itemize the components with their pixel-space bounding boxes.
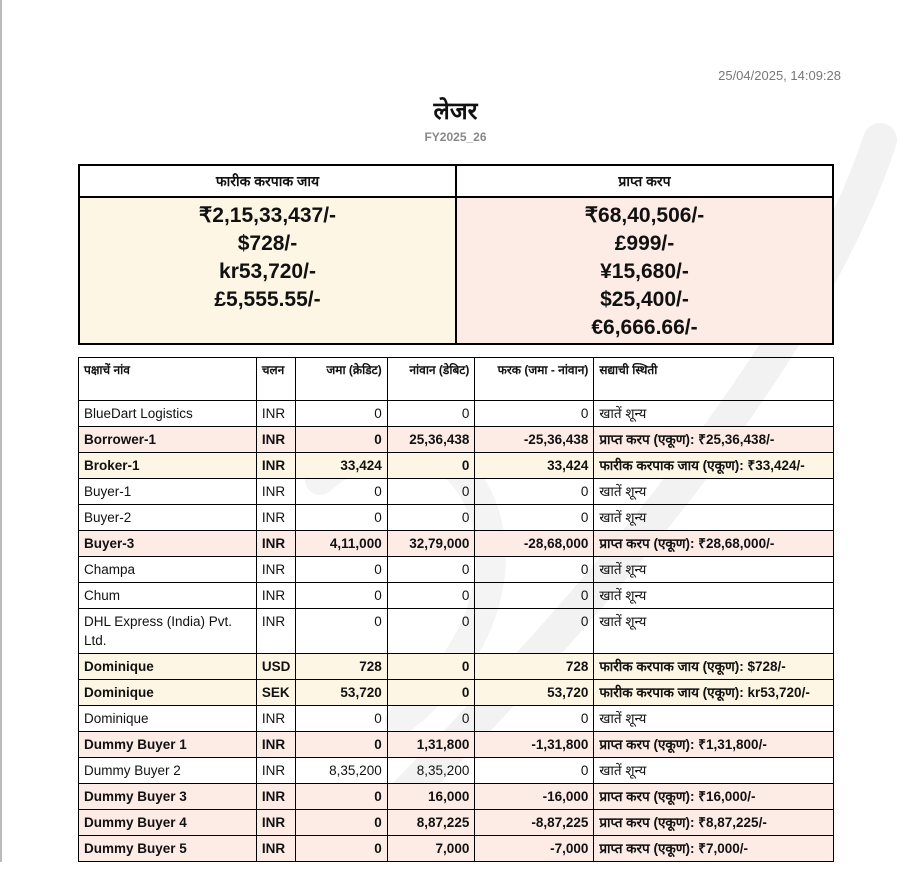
receivable-totals (456, 197, 833, 344)
cell-name: Dummy Buyer 1 (79, 732, 257, 758)
cell-cur: INR (256, 609, 296, 654)
cell-debit: 7,000 (387, 836, 475, 862)
cell-cur: INR (256, 732, 296, 758)
cell-status: खातें शून्य (594, 706, 834, 732)
cell-debit: 25,36,438 (387, 427, 475, 453)
receivable-total: €6,666.66/- (591, 316, 698, 339)
table-row (79, 505, 834, 531)
cell-diff: 0 (475, 609, 594, 654)
cell-cur: USD (256, 654, 296, 680)
payable-totals (79, 197, 456, 344)
cell-name: Broker-1 (79, 453, 257, 479)
table-row (79, 453, 834, 479)
cell-credit: 0 (296, 706, 387, 732)
cell-debit: 8,35,200 (387, 758, 475, 784)
cell-diff: 0 (475, 479, 594, 505)
column-header: नांवान (डेबिट) (387, 358, 475, 401)
receivable-header: प्राप्त करप (456, 165, 833, 197)
summary-table (78, 164, 834, 345)
cell-credit: 0 (296, 583, 387, 609)
cell-status: प्राप्त करप (एकूण): ₹7,000/- (594, 836, 834, 862)
cell-credit: 728 (296, 654, 387, 680)
table-row (79, 609, 834, 654)
cell-name: Dummy Buyer 4 (79, 810, 257, 836)
cell-cur: INR (256, 557, 296, 583)
cell-debit: 32,79,000 (387, 531, 475, 557)
cell-name: Chum (79, 583, 257, 609)
cell-credit: 53,720 (296, 680, 387, 706)
cell-credit: 0 (296, 427, 387, 453)
cell-debit: 0 (387, 583, 475, 609)
table-row (79, 479, 834, 505)
cell-status: फारीक करपाक जाय (एकूण): kr53,720/- (594, 680, 834, 706)
cell-status: प्राप्त करप (एकूण): ₹1,31,800/- (594, 732, 834, 758)
cell-status: खातें शून्य (594, 583, 834, 609)
cell-diff: -7,000 (475, 836, 594, 862)
cell-name: Champa (79, 557, 257, 583)
cell-name: Buyer-2 (79, 505, 257, 531)
cell-cur: INR (256, 784, 296, 810)
cell-debit: 0 (387, 557, 475, 583)
receivable-total: ¥15,680/- (600, 260, 689, 283)
receivable-total: ₹68,40,506/- (584, 204, 705, 227)
table-row (79, 680, 834, 706)
cell-credit: 0 (296, 609, 387, 654)
cell-status: खातें शून्य (594, 557, 834, 583)
cell-cur: INR (256, 758, 296, 784)
cell-name: Borrower-1 (79, 427, 257, 453)
cell-diff: -28,68,000 (475, 531, 594, 557)
cell-diff: 0 (475, 557, 594, 583)
cell-diff: 0 (475, 758, 594, 784)
cell-status: खातें शून्य (594, 609, 834, 654)
cell-credit: 33,424 (296, 453, 387, 479)
cell-debit: 8,87,225 (387, 810, 475, 836)
cell-status: खातें शून्य (594, 758, 834, 784)
column-header: जमा (क्रेडिट) (296, 358, 387, 401)
cell-status: खातें शून्य (594, 401, 834, 427)
cell-status: खातें शून्य (594, 505, 834, 531)
timestamp: 25/04/2025, 14:09:28 (718, 68, 841, 83)
cell-debit: 0 (387, 680, 475, 706)
page-title: लेजर (433, 98, 478, 125)
cell-diff: 728 (475, 654, 594, 680)
table-row (79, 557, 834, 583)
table-row (79, 654, 834, 680)
receivable-total: £999/- (614, 232, 675, 255)
cell-name: Buyer-1 (79, 479, 257, 505)
cell-diff: 0 (475, 706, 594, 732)
cell-diff: 53,720 (475, 680, 594, 706)
cell-status: खातें शून्य (594, 479, 834, 505)
cell-debit: 0 (387, 706, 475, 732)
table-row (79, 401, 834, 427)
cell-diff: 33,424 (475, 453, 594, 479)
cell-cur: INR (256, 810, 296, 836)
table-row (79, 531, 834, 557)
cell-status: फारीक करपाक जाय (एकूण): $728/- (594, 654, 834, 680)
cell-credit: 8,35,200 (296, 758, 387, 784)
cell-name: DHL Express (India) Pvt. Ltd. (79, 609, 257, 654)
column-header: फरक (जमा - नांवान) (475, 358, 594, 401)
cell-diff: 0 (475, 583, 594, 609)
payable-total: £5,555.55/- (214, 288, 321, 311)
cell-credit: 0 (296, 401, 387, 427)
cell-debit: 0 (387, 453, 475, 479)
cell-debit: 0 (387, 654, 475, 680)
cell-cur: INR (256, 505, 296, 531)
payable-total: ₹2,15,33,437/- (198, 204, 337, 227)
cell-diff: 0 (475, 401, 594, 427)
table-row (79, 583, 834, 609)
cell-credit: 0 (296, 784, 387, 810)
ledger-table (78, 357, 834, 862)
cell-name: Dummy Buyer 5 (79, 836, 257, 862)
cell-name: Buyer-3 (79, 531, 257, 557)
cell-cur: INR (256, 401, 296, 427)
cell-cur: INR (256, 531, 296, 557)
cell-name: Dominique (79, 706, 257, 732)
cell-cur: INR (256, 479, 296, 505)
table-row (79, 427, 834, 453)
cell-diff: -25,36,438 (475, 427, 594, 453)
cell-status: प्राप्त करप (एकूण): ₹16,000/- (594, 784, 834, 810)
cell-name: Dominique (79, 680, 257, 706)
payable-header: फारीक करपाक जाय (79, 165, 456, 197)
cell-name: BlueDart Logistics (79, 401, 257, 427)
fiscal-year: FY2025_26 (424, 130, 487, 144)
cell-debit: 0 (387, 401, 475, 427)
table-row (79, 810, 834, 836)
cell-cur: INR (256, 453, 296, 479)
table-row (79, 836, 834, 862)
column-header: सद्याची स्थिती (594, 358, 834, 401)
cell-status: फारीक करपाक जाय (एकूण): ₹33,424/- (594, 453, 834, 479)
cell-cur: INR (256, 583, 296, 609)
column-header: पक्षाचें नांव (79, 358, 257, 401)
cell-cur: SEK (256, 680, 296, 706)
cell-cur: INR (256, 836, 296, 862)
cell-credit: 0 (296, 732, 387, 758)
cell-diff: -16,000 (475, 784, 594, 810)
cell-diff: 0 (475, 505, 594, 531)
cell-status: प्राप्त करप (एकूण): ₹25,36,438/- (594, 427, 834, 453)
cell-credit: 0 (296, 505, 387, 531)
payable-total: $728/- (237, 232, 298, 255)
cell-status: प्राप्त करप (एकूण): ₹8,87,225/- (594, 810, 834, 836)
table-row (79, 784, 834, 810)
cell-credit: 0 (296, 810, 387, 836)
cell-cur: INR (256, 427, 296, 453)
cell-debit: 1,31,800 (387, 732, 475, 758)
cell-debit: 0 (387, 479, 475, 505)
cell-name: Dominique (79, 654, 257, 680)
cell-debit: 0 (387, 609, 475, 654)
receivable-total: $25,400/- (600, 288, 689, 311)
cell-credit: 0 (296, 479, 387, 505)
cell-credit: 0 (296, 836, 387, 862)
cell-status: प्राप्त करप (एकूण): ₹28,68,000/- (594, 531, 834, 557)
cell-credit: 4,11,000 (296, 531, 387, 557)
table-row (79, 706, 834, 732)
table-row (79, 758, 834, 784)
cell-debit: 0 (387, 505, 475, 531)
cell-credit: 0 (296, 557, 387, 583)
cell-debit: 16,000 (387, 784, 475, 810)
table-row (79, 732, 834, 758)
column-header: चलन (256, 358, 296, 401)
cell-cur: INR (256, 706, 296, 732)
cell-name: Dummy Buyer 2 (79, 758, 257, 784)
cell-diff: -8,87,225 (475, 810, 594, 836)
cell-name: Dummy Buyer 3 (79, 784, 257, 810)
cell-diff: -1,31,800 (475, 732, 594, 758)
payable-total: kr53,720/- (219, 260, 316, 283)
